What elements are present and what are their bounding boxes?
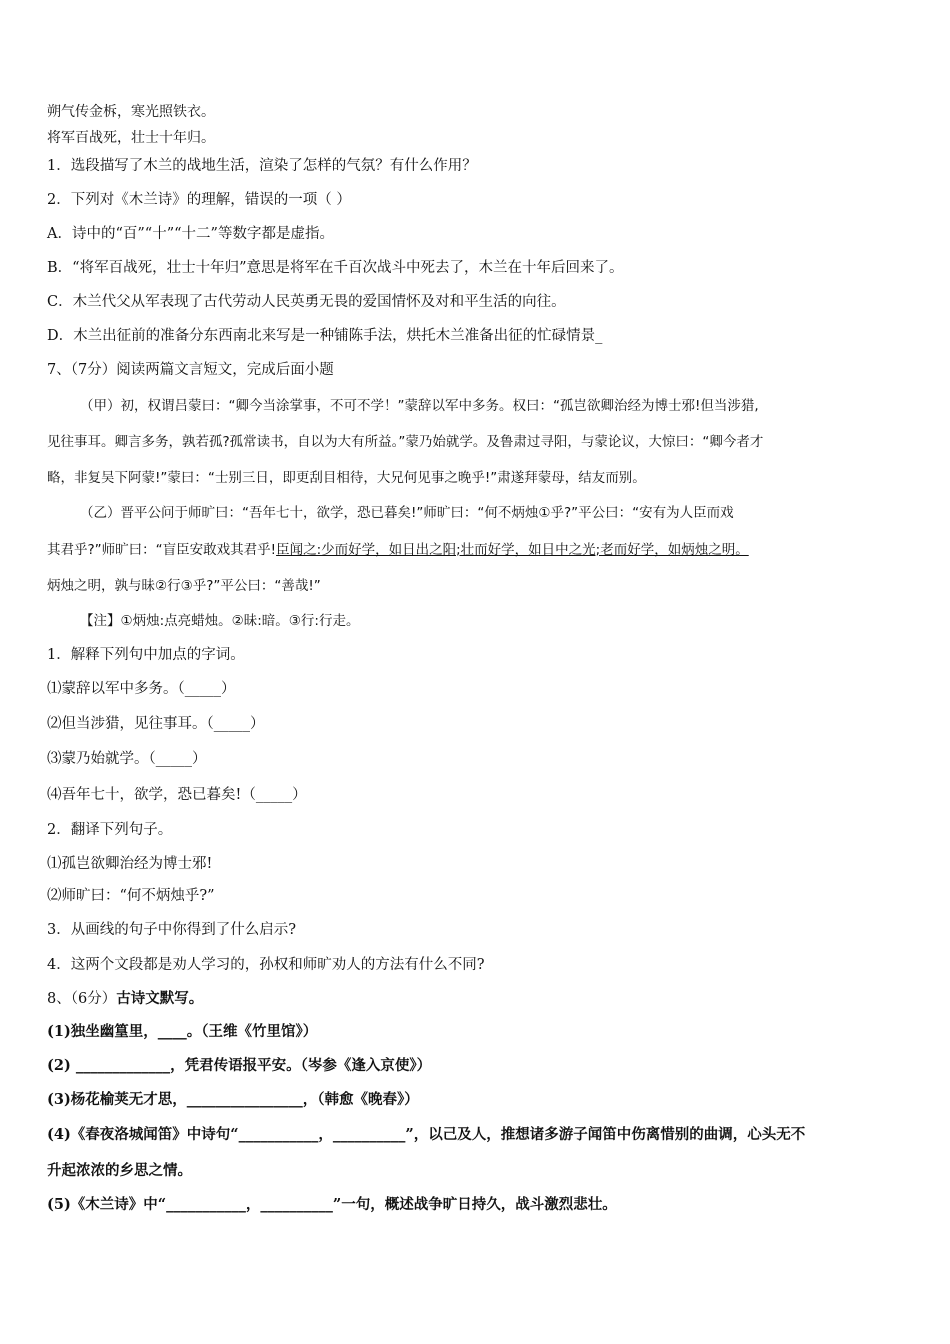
q8-title xyxy=(47,989,910,1009)
q7-sub-item: ⑶蒙乃始就学。（_____） xyxy=(47,751,207,767)
q8-line: (3)杨花榆荚无才思，________________，（韩愈《晚春》） xyxy=(47,1091,419,1108)
passage-yi-line: 炳烛之明，孰与昧②行③乎?”平公曰：“善哉!” xyxy=(47,578,321,594)
q7-sub-1: 1．解释下列句中加点的字词。 xyxy=(47,647,245,663)
q8-line: 升起浓浓的乡思之情。 xyxy=(47,1162,192,1179)
passage-jia-line: 略，非复吴下阿蒙!”蒙曰：“士别三日，即更刮目相待，大兄何见事之晚乎!”肃遂拜蒙母，结友而别。 xyxy=(47,470,646,486)
q8-heading: 古诗文默写。 xyxy=(116,990,204,1007)
q7-title: 7、（7分）阅读两篇文言短文，完成后面小题 xyxy=(47,362,334,378)
q8-line: (5)《木兰诗》中“___________，__________”一句，概述战争旷日持久，战斗激烈悲壮。 xyxy=(47,1196,617,1213)
passage-yi-line: （乙）晋平公问于师旷曰：“吾年七十，欲学，恐已暮矣!”师旷曰：“何不炳烛①乎?”平公曰：“安有为人臣而戏 xyxy=(80,505,734,521)
q7-sub-item: ⑴孤岂欲卿治经为博士邪! xyxy=(47,856,213,872)
q6-question-2: 2．下列对《木兰诗》的理解，错误的一项（ ） xyxy=(47,192,351,208)
passage-yi-line xyxy=(47,540,910,560)
q6-option-b: B．“将军百战死，壮士十年归”意思是将军在千百次战斗中死去了，木兰在十年后回来了。 xyxy=(47,260,624,276)
passage-jia-line: （甲）初，权谓吕蒙曰：“卿今当涂掌事，不可不学！”蒙辞以军中多务。权曰：“孤岂欲卿治经为博士邪!但当涉猎, xyxy=(80,398,759,414)
q8-line: (4)《春夜洛城闻笛》中诗句“___________，__________”，以己及人，推想诸多游子闻笛中伤离惜别的曲调，心头无不 xyxy=(47,1126,806,1143)
poem-line: 将军百战死，壮士十年归。 xyxy=(47,130,215,146)
q6-option-c: C．木兰代父从军表现了古代劳动人民英勇无畏的爱国情怀及对和平生活的向往。 xyxy=(47,294,566,310)
passage-yi-text: 其君乎?”师旷曰：“盲臣安敢戏其君乎! xyxy=(47,542,277,558)
underlined-sentence: 臣闻之:少而好学，如日出之阳;壮而好学，如日中之光;老而好学，如炳烛之明。 xyxy=(276,542,749,558)
q7-sub-3: 3．从画线的句子中你得到了什么启示? xyxy=(47,922,296,938)
q7-sub-item: ⑵但当涉猎，见往事耳。（_____） xyxy=(47,716,265,732)
q7-sub-2: 2．翻译下列句子。 xyxy=(47,822,173,838)
poem-line: 朔气传金柝，寒光照铁衣。 xyxy=(47,104,215,120)
q7-sub-item: ⑷吾年七十，欲学，恐已暮矣!（_____） xyxy=(47,787,307,803)
q7-sub-item: ⑵师旷曰：“何不炳烛乎?” xyxy=(47,888,215,904)
q6-option-d: D．木兰出征前的准备分东西南北来写是一种铺陈手法，烘托木兰准备出征的忙碌情景_ xyxy=(47,328,603,344)
passage-jia-line: 见往事耳。卿言多务，孰若孤?孤常读书，自以为大有所益。”蒙乃始就学。及鲁肃过寻阳，与蒙论议，大惊曰：“卿今者才 xyxy=(47,434,764,450)
q6-option-a: A．诗中的“百”“十”“十二”等数字都是虚指。 xyxy=(47,226,334,242)
q8-number: 8、（6分） xyxy=(47,991,117,1007)
q7-sub-item: ⑴蒙辞以军中多务。（_____） xyxy=(47,681,236,697)
q8-line: (2) _____________，凭君传语报平安。（岑参《逢入京使》） xyxy=(47,1057,432,1074)
q8-line: (1)独坐幽篁里，____。（王维《竹里馆》） xyxy=(47,1023,318,1040)
q7-sub-4: 4．这两个文段都是劝人学习的，孙权和师旷劝人的方法有什么不同? xyxy=(47,957,485,973)
q6-question-1: 1．选段描写了木兰的战地生活，渲染了怎样的气氛？有什么作用？ xyxy=(47,158,477,174)
annotation-note: 【注】①炳烛:点亮蜡烛。②昧:暗。③行:行走。 xyxy=(80,613,360,629)
